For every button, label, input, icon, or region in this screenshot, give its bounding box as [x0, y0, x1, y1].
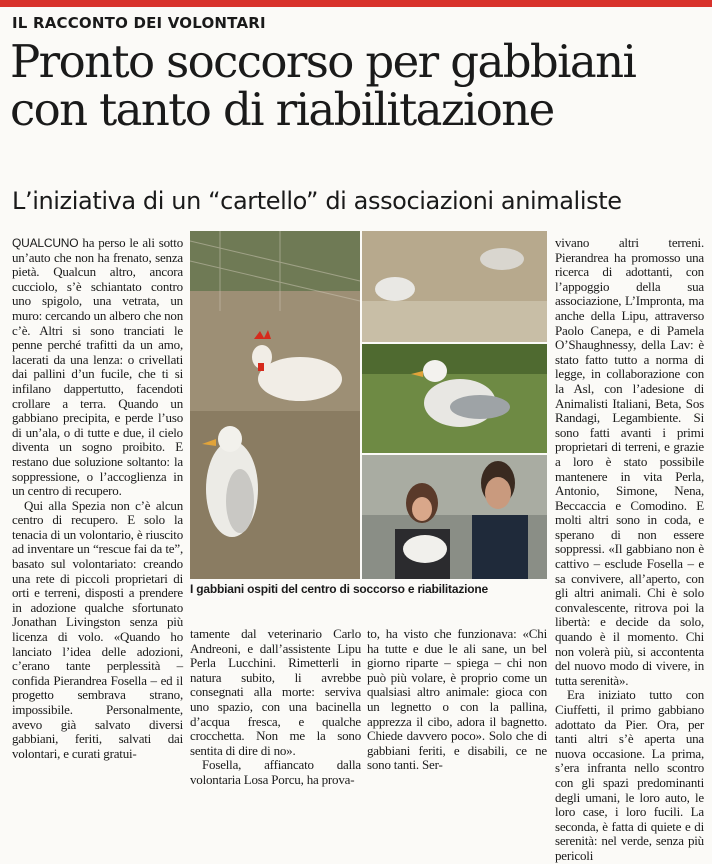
paragraph: Era iniziato tutto con Ciuffetti, il primo gabbiano adottato da Pier. Ora, per tanti altri s’è aperta una nuova occasione. La prima, s’era infranta nello scontro con gli spazi predominanti degli umani, le loro auto, le loro case, i loro fucili. La seconda, è fatta di quiete e di serenità: nel verde, senza più pericoli [555, 687, 704, 863]
paragraph: QUALCUNO ha perso le ali sotto un’auto che non ha frenato, senza pietà. Qualcun altro, ancora cucciolo, s’è schiantato contro uno spigolo, una vetrata, un muro: cercando un albero che non c’è. Altri si sono tranciati le penne perché trafitti da un amo, lacerati da una lenza: o crivellati dai pallini d’un fucile, che ti si infilano dappertutto, facendoti crollare a terra. Quando un gabbiano precipita, e perde l’uso di un’ala, o di tutte e due, il cielo diventa un sogno proibito. E restano due soluzione soltanto: la soppressione, o l’accoglienza in un centro di recupero. [12, 235, 183, 499]
article-column-2 [190, 627, 361, 788]
article-column-4 [555, 236, 704, 864]
paragraph: Fosella, affiancato dalla volontaria Losa Porcu, ha prova- [190, 757, 361, 787]
headline: Pronto soccorso per gabbiani con tanto di riabilitazione [10, 35, 636, 136]
paragraph: to, ha visto che funzionava: «Chi ha tutte e due le ali sane, un bel giorno riparte – spiega – chi non può più volare, è proprio come un qualsiasi altro animale: gioca con un legnetto o con la pallina, apprezza il cibo, adora il bagnetto. Chiede davvero poco». Solo che di gabbiani feriti, e disabili, ce ne sono tanti. Ser- [367, 626, 547, 773]
lead-word: QUALCUNO [12, 236, 79, 250]
seagull-photos [190, 231, 547, 579]
paragraph: vivano altri terreni. Pierandrea ha promosso una ricerca di adottanti, con l’appoggio della sua associazione, L’Impronta, ma anche della Lipu, attraverso Paolo Canepa, e di Pamela O’Shaughnessy, della Lav: è stato fatto tutto a norma di legge, in collaborazione con la Asl, con l’adesione di Animalisti Italiani, Beta, Sos Randagi, Legambiente. Si sono fatti avanti i primi proprietari di terreni, e grazie a loro è stato possibile mantenere in vita Perla, Antonio, Simone, Nena, Beccaccia e Comodino. E molti altri sono in coda, e sperano di non essere soppressi. «Il gabbiano non è cattivo – esclude Fosella – e sa convivere, all’aperto, con gli altri animali. Chi è solo convalescente, ritrova poi la libertà: e decide da solo, quando è il momento. Chi non volerà più, si accontenta del nuovo modo di vivere, in tutta serenità». [555, 235, 704, 688]
article-column-1 [12, 236, 183, 761]
section-kicker: IL RACCONTO DEI VOLONTARI [12, 14, 266, 32]
top-accent-bar [0, 0, 712, 7]
paragraph: tamente dal veterinario Carlo Andreoni, e dall’assistente Lipu Perla Lucchini. Rimetterli in natura subito, li avrebbe consegnati alla morte: serviva uno spazio, con una bacinella d’acqua fresca, e qualche crocchetta. Non me la sono sentita di dire di no». [190, 626, 361, 758]
article-column-3 [367, 627, 547, 773]
paragraph: Qui alla Spezia non c’è alcun centro di recupero. E solo la tenacia di un volontario, è riuscito ad inventare un “rescue fai da te”, basato sul volontariato: creando una rete di piccoli proprietari di orti e terreni, disposti a prendere in adozione qualche sfortunato Jonathan Livingston senza più licenza di volo. «Quando ho lanciato l’idea delle adozioni, c’erano tante perplessità – confida Pierandrea Fosella – ed il progetto sembrava strano, impossibile. Personalmente, avevo già salvato diversi gabbiani, feriti, salvati dai volontari, e curati gratui- [12, 497, 183, 761]
subheadline: L’iniziativa di un “cartello” di associazioni animaliste [12, 187, 622, 215]
photo-collage [190, 231, 547, 579]
photo-caption: I gabbiani ospiti del centro di soccorso e riabilitazione [190, 582, 488, 596]
